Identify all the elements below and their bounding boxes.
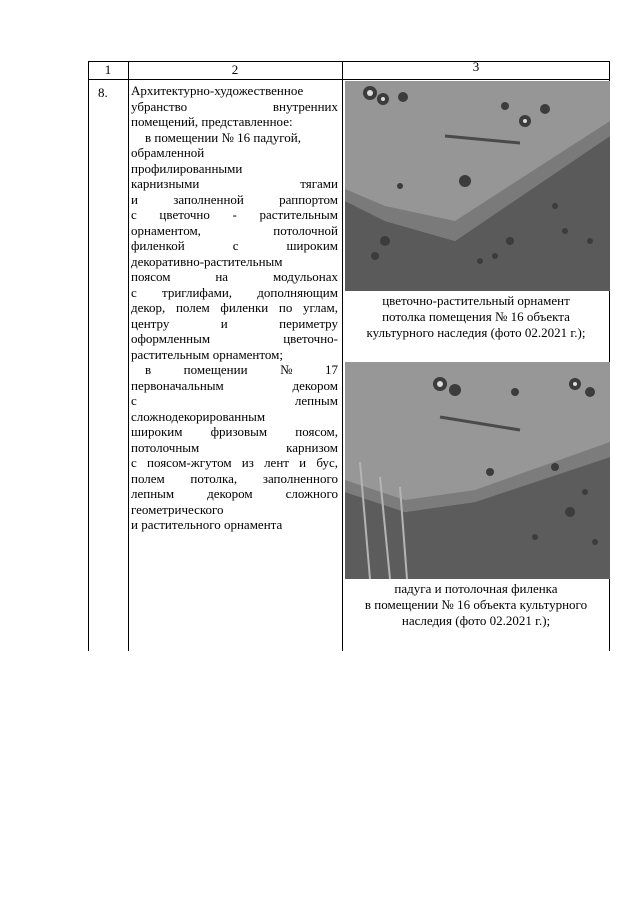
description-text: геометрического — [131, 501, 224, 517]
description-line — [131, 238, 338, 254]
description-word: филенки — [220, 300, 269, 315]
description-word: декор, — [131, 300, 166, 315]
description-text: декоративно-растительным — [131, 253, 283, 269]
description-line — [131, 192, 338, 208]
description-word: оформленным — [131, 331, 211, 346]
document-table — [88, 61, 610, 651]
description-word: № — [280, 362, 293, 377]
photo2-caption — [342, 581, 610, 629]
description-line — [131, 486, 338, 502]
description-word: и — [299, 455, 307, 470]
description-line — [131, 223, 338, 239]
description-line — [131, 176, 338, 192]
description-word: потолочным — [131, 439, 200, 455]
description-word: 17 — [325, 362, 338, 377]
description-text: профилированными — [131, 160, 243, 176]
description-word: карнизом — [286, 439, 338, 455]
description-word: потолка, — [190, 470, 238, 486]
description-line — [131, 471, 338, 487]
table-header-divider — [88, 79, 610, 80]
description-word: - — [232, 207, 237, 222]
description-word: поясом — [131, 269, 171, 284]
description-line — [131, 331, 338, 347]
description-word: с — [131, 393, 137, 408]
description-word: по — [278, 300, 293, 315]
description-line — [131, 145, 338, 161]
description-word: цветочно- — [283, 331, 338, 346]
description-text: растительным орнаментом; — [131, 346, 283, 362]
description-line — [131, 161, 338, 177]
stray-mark — [342, 649, 343, 650]
description-line — [131, 130, 338, 146]
description-word: первоначальным — [131, 377, 224, 393]
description-word: внутренних — [272, 98, 338, 114]
description-line — [131, 207, 338, 223]
photo2-caption-line-3: наследия (фото 02.2021 г.); — [401, 613, 551, 628]
description-line — [131, 517, 338, 533]
description-line — [131, 440, 338, 456]
photo1-caption-line-2: потолка помещения № 16 объекта — [382, 309, 570, 324]
description-word: периметру — [279, 315, 338, 331]
description-line — [131, 99, 338, 115]
description-line — [131, 300, 338, 316]
table-border-left — [88, 61, 89, 651]
photo2-caption-line-2: в помещении № 16 объекта культурного — [364, 597, 588, 612]
description-line — [131, 378, 338, 394]
description-word: бус, — [316, 455, 338, 470]
description-word: заполненной — [173, 191, 244, 207]
description-word: цветочно — [159, 207, 210, 222]
description-line — [131, 455, 338, 471]
description-word: дополняющим — [257, 284, 338, 300]
description-word: и — [131, 191, 138, 207]
photo2-caption-line-1: падуга и потолочная филенка — [394, 581, 558, 596]
description-line — [131, 502, 338, 518]
description-word: и — [220, 315, 228, 331]
description-word: лепным — [131, 486, 175, 501]
description-word: убранство — [131, 98, 188, 114]
row-number: 8. — [98, 85, 108, 100]
header-col-1: 1 — [104, 62, 112, 77]
description-text: и растительного орнамента — [131, 517, 283, 532]
description-word: заполненного — [262, 470, 338, 486]
description-line — [131, 424, 338, 440]
description-word: углам, — [303, 300, 338, 315]
description-text: сложнодекорированным — [131, 408, 266, 424]
description-word: помещении — [183, 362, 248, 377]
table-border-col2 — [342, 61, 343, 651]
description-word: широким — [131, 424, 183, 439]
description-word: сложного — [285, 486, 338, 501]
description-line — [131, 83, 338, 99]
description-line — [131, 254, 338, 270]
description-line — [131, 362, 338, 378]
header-col-2: 2 — [231, 62, 239, 77]
description-word: поясом, — [295, 424, 338, 439]
description-line — [131, 269, 338, 285]
description-word: декором — [207, 486, 253, 501]
description-line — [131, 114, 338, 130]
description-line — [131, 316, 338, 332]
description-word: раппортом — [279, 191, 338, 207]
description-word: в — [145, 362, 152, 377]
description-line — [131, 409, 338, 425]
ceiling-ornament-photo — [345, 81, 610, 291]
description-text: помещений, представленное: — [131, 114, 293, 129]
description-word: полем — [175, 300, 210, 315]
photo1-caption — [342, 293, 610, 341]
header-col-3: 3 — [472, 59, 480, 74]
description-word: карнизными — [131, 176, 200, 191]
photo1-caption-line-3: культурного наследия (фото 02.2021 г.); — [366, 325, 586, 340]
description-word: тягами — [300, 176, 338, 191]
cornice-panel-photo — [345, 362, 610, 579]
description-word: широким — [286, 238, 338, 253]
description-word: с — [131, 284, 137, 300]
description-word: полем — [131, 470, 165, 486]
description-word: декором — [292, 377, 338, 393]
description-text: Архитектурно-художественное — [131, 83, 304, 98]
description-word: орнаментом, — [131, 222, 201, 238]
description-word: растительным — [259, 207, 338, 222]
description-text: обрамленной — [131, 145, 205, 160]
description-word: поясом-жгутом — [146, 455, 232, 470]
description-word: лент — [264, 455, 289, 470]
description-word: на — [215, 269, 229, 284]
description-word: фризовым — [210, 424, 268, 439]
description-word: потолочной — [273, 222, 338, 238]
heritage-description — [131, 83, 338, 533]
description-line — [131, 393, 338, 409]
description-word: с — [232, 238, 239, 253]
description-word: лепным — [294, 393, 338, 408]
description-text: в помещении № 16 падугой, — [145, 129, 301, 145]
photo1-caption-line-1: цветочно-растительный орнамент — [382, 293, 570, 308]
description-word: филенкой — [131, 238, 185, 253]
description-word: с — [131, 207, 137, 222]
description-word: триглифами, — [162, 284, 233, 300]
table-border-col1 — [128, 61, 129, 651]
description-line — [131, 347, 338, 363]
description-word: из — [241, 455, 254, 470]
description-word: модульонах — [272, 269, 338, 284]
description-word: центру — [131, 315, 170, 331]
description-word: с — [131, 455, 137, 470]
description-line — [131, 285, 338, 301]
